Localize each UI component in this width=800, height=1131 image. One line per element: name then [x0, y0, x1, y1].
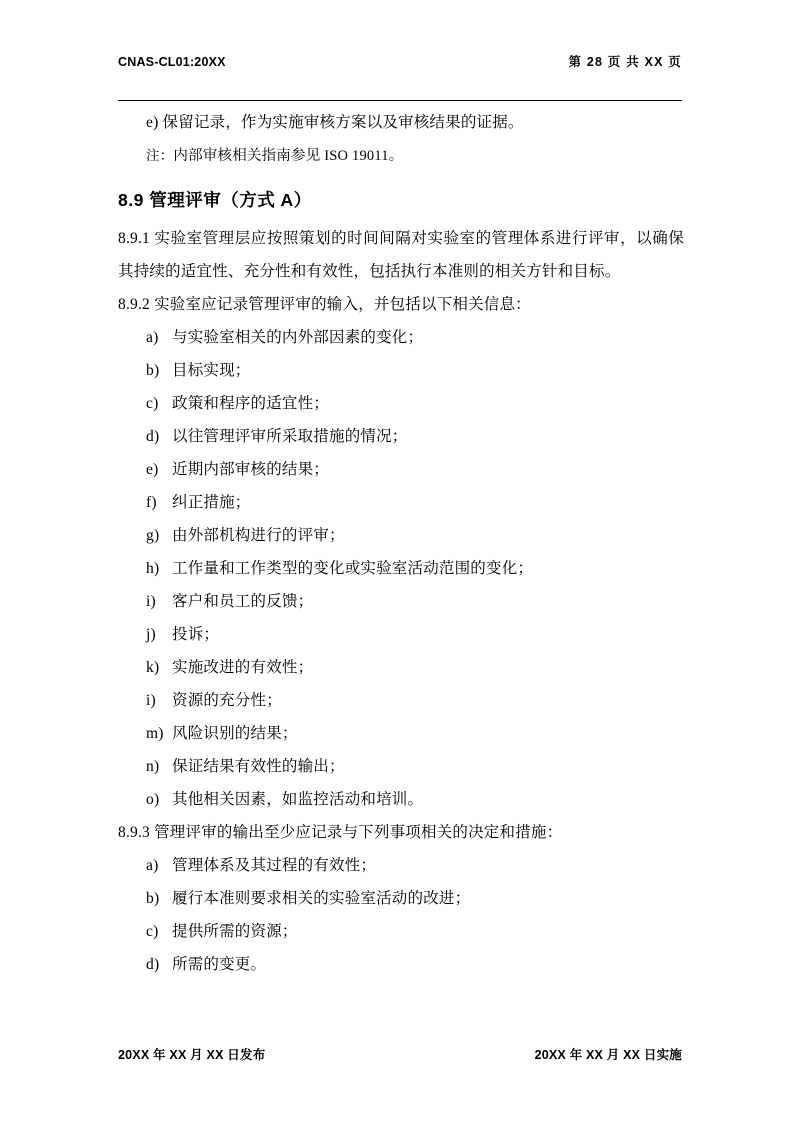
list-item-text: 以往管理评审所采取措施的情况； [172, 428, 408, 445]
list-item-marker: f) [146, 494, 157, 511]
list-8-9-2 [118, 321, 684, 816]
list-item-marker: a) [146, 329, 159, 346]
list-item [118, 948, 684, 981]
list-item-marker: c) [146, 923, 159, 940]
list-item [118, 882, 684, 915]
list-item-text: 保证结果有效性的输出； [172, 758, 345, 775]
list-item-marker: k) [146, 659, 160, 676]
list-item-text: 近期内部审核的结果； [172, 461, 330, 478]
list-item [118, 585, 684, 618]
note-label: 注： [146, 148, 174, 163]
section-title-8-9: 8.9 管理评审（方式 A） [118, 190, 312, 210]
list-item-marker: h) [146, 560, 160, 577]
list-item [118, 783, 684, 816]
list-item [118, 321, 684, 354]
list-item [118, 915, 684, 948]
note-paragraph [118, 139, 684, 173]
list-item [118, 387, 684, 420]
list-item-marker: b) [146, 890, 160, 907]
list-item-text: 由外部机构进行的评审； [172, 527, 345, 544]
list-item [118, 519, 684, 552]
list-item-marker: i) [146, 692, 156, 709]
list-item-text: 政策和程序的适宜性； [172, 395, 330, 412]
list-item-marker: g) [146, 527, 160, 544]
list-item-marker: c) [146, 395, 159, 412]
list-item [118, 750, 684, 783]
list-item-text: 目标实现； [172, 362, 251, 379]
note-text: 内部审核相关指南参见 ISO 19011。 [173, 148, 404, 164]
lead-list-item-e: e) 保留记录，作为实施审核方案以及审核结果的证据。 [146, 114, 524, 131]
list-item-marker: n) [146, 758, 160, 775]
list-item-marker: e) [146, 461, 159, 478]
list-item-text: 其他相关因素，如监控活动和培训。 [172, 791, 424, 808]
list-item [118, 618, 684, 651]
list-item-text: 实施改进的有效性； [172, 659, 314, 676]
list-item-marker: m) [146, 725, 164, 742]
list-item-text: 纠正措施； [172, 494, 251, 511]
list-item-text: 资源的充分性； [172, 692, 282, 709]
clause-8-9-1: 8.9.1 实验室管理层应按照策划的时间间隔对实验室的管理体系进行评审，以确保其持续的适宜性、充分性和有效性，包括执行本准则的相关方针和目标。 [118, 230, 684, 280]
clause-8-9-2: 8.9.2 实验室应记录管理评审的输入，并包括以下相关信息： [118, 296, 531, 313]
list-item-text: 客户和员工的反馈； [172, 593, 314, 610]
list-item [118, 354, 684, 387]
list-item-text: 履行本准则要求相关的实验室活动的改进； [172, 890, 471, 907]
list-item-text: 提供所需的资源； [172, 923, 298, 940]
list-item-text: 风险识别的结果； [172, 725, 298, 742]
list-item-text: 与实验室相关的内外部因素的变化； [172, 329, 424, 346]
list-item [118, 684, 684, 717]
list-item [118, 486, 684, 519]
footer-effective-date: 20XX 年 XX 月 XX 日实施 [534, 1048, 682, 1062]
clause-8-9-3: 8.9.3 管理评审的输出至少应记录与下列事项相关的决定和措施： [118, 824, 563, 841]
list-item-text: 管理体系及其过程的有效性； [172, 857, 377, 874]
list-item [118, 552, 684, 585]
list-item-marker: d) [146, 956, 160, 973]
list-item [118, 717, 684, 750]
list-item [118, 420, 684, 453]
list-item-marker: a) [146, 857, 159, 874]
list-item-marker: o) [146, 791, 160, 808]
list-item [118, 849, 684, 882]
list-item [118, 453, 684, 486]
page-header [118, 52, 682, 72]
footer-issue-date: 20XX 年 XX 月 XX 日发布 [118, 1048, 266, 1062]
list-item-text: 投诉； [172, 626, 220, 643]
header-page-info: 第 28 页 共 XX 页 [568, 55, 682, 69]
list-item-marker: j) [146, 626, 156, 643]
list-item-marker: i) [146, 593, 156, 610]
list-item [118, 651, 684, 684]
list-item-text: 工作量和工作类型的变化或实验室活动范围的变化； [172, 560, 534, 577]
list-item-marker: b) [146, 362, 160, 379]
list-item-text: 所需的变更。 [172, 956, 267, 973]
header-doc-code: CNAS-CL01:20XX [118, 55, 226, 69]
list-item-marker: d) [146, 428, 160, 445]
list-8-9-3 [118, 849, 684, 981]
header-divider [118, 100, 682, 101]
document-content [118, 106, 684, 981]
page-footer [118, 1045, 682, 1063]
